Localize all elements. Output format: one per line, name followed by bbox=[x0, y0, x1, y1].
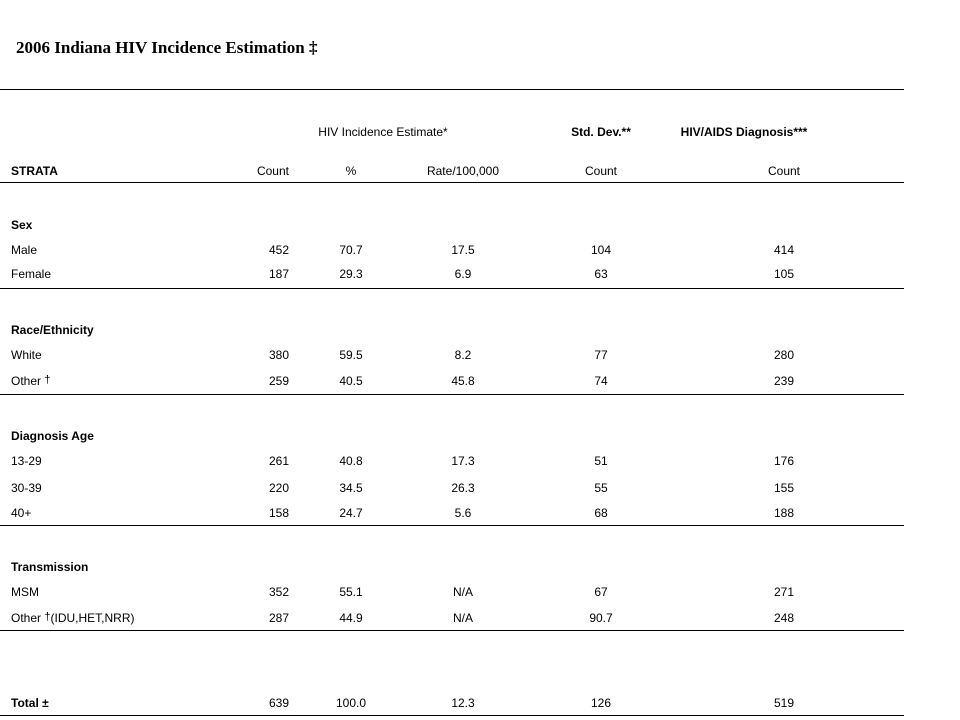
row-percent: 24.7 bbox=[339, 506, 363, 520]
row-label-suffix: (IDU,HET,NRR) bbox=[50, 611, 135, 625]
row-count: 259 bbox=[268, 374, 289, 388]
row-sd: 77 bbox=[594, 348, 608, 362]
row-label: MSM bbox=[11, 585, 39, 599]
table-top-rule bbox=[0, 89, 904, 90]
row-count: 220 bbox=[268, 481, 289, 495]
row-count: 158 bbox=[268, 506, 289, 520]
row-diagnosis: 248 bbox=[773, 611, 795, 625]
row-percent: 34.5 bbox=[339, 481, 363, 495]
row-rate: 8.2 bbox=[454, 348, 472, 362]
row-diagnosis: 271 bbox=[773, 585, 795, 599]
row-diagnosis: 414 bbox=[773, 243, 795, 257]
header-rate: Rate/100,000 bbox=[426, 164, 500, 178]
row-label-text: Other bbox=[11, 611, 45, 625]
row-count: 287 bbox=[268, 611, 289, 625]
section-label-race: Race/Ethnicity bbox=[11, 323, 94, 337]
row-diagnosis: 155 bbox=[773, 481, 795, 495]
row-rate: 45.8 bbox=[451, 374, 475, 388]
total-percent: 100.0 bbox=[335, 696, 367, 710]
row-diagnosis: 105 bbox=[773, 267, 795, 281]
header-percent: % bbox=[345, 164, 357, 178]
row-sd: 51 bbox=[594, 454, 608, 468]
row-label: 30-39 bbox=[11, 481, 42, 495]
row-label: 40+ bbox=[11, 506, 32, 520]
row-sd: 68 bbox=[594, 506, 608, 520]
row-count: 261 bbox=[268, 454, 289, 468]
row-count: 187 bbox=[268, 267, 289, 281]
section-divider bbox=[0, 394, 904, 395]
row-label: Female bbox=[11, 267, 52, 281]
total-label: Total ± bbox=[11, 696, 49, 710]
row-percent: 40.8 bbox=[339, 454, 363, 468]
row-diagnosis: 239 bbox=[773, 374, 795, 388]
header-bottom-rule bbox=[0, 182, 904, 183]
header-group-incidence: HIV Incidence Estimate* bbox=[318, 125, 448, 139]
total-sd: 126 bbox=[590, 696, 612, 710]
total-rate: 12.3 bbox=[451, 696, 475, 710]
row-diagnosis: 188 bbox=[773, 506, 795, 520]
row-sd: 55 bbox=[594, 481, 608, 495]
row-diagnosis: 176 bbox=[773, 454, 795, 468]
row-label bbox=[11, 374, 50, 388]
section-divider bbox=[0, 525, 904, 526]
row-percent: 59.5 bbox=[339, 348, 363, 362]
row-rate: 26.3 bbox=[451, 481, 475, 495]
row-rate: 6.9 bbox=[454, 267, 472, 281]
row-label: 13-29 bbox=[11, 454, 42, 468]
header-sd-count: Count bbox=[584, 164, 618, 178]
row-percent: 44.9 bbox=[339, 611, 363, 625]
row-count: 452 bbox=[268, 243, 289, 257]
row-rate: 17.3 bbox=[451, 454, 475, 468]
header-group-stddev: Std. Dev.** bbox=[571, 125, 631, 139]
section-label-sex: Sex bbox=[11, 218, 33, 232]
row-label bbox=[11, 611, 134, 625]
total-diagnosis: 519 bbox=[773, 696, 795, 710]
section-divider bbox=[0, 630, 904, 631]
table-bottom-rule bbox=[0, 715, 904, 716]
row-percent: 40.5 bbox=[339, 374, 363, 388]
row-label: Male bbox=[11, 243, 38, 257]
section-divider bbox=[0, 288, 904, 289]
row-sd: 90.7 bbox=[589, 611, 613, 625]
page-title: 2006 Indiana HIV Incidence Estimation ‡ bbox=[16, 38, 318, 57]
row-sd: 104 bbox=[590, 243, 612, 257]
dagger-footnote-mark: † bbox=[44, 374, 51, 386]
row-percent: 55.1 bbox=[339, 585, 363, 599]
row-sd: 63 bbox=[594, 267, 608, 281]
row-sd: 67 bbox=[594, 585, 608, 599]
row-sd: 74 bbox=[594, 374, 608, 388]
row-diagnosis: 280 bbox=[773, 348, 795, 362]
row-count: 352 bbox=[268, 585, 289, 599]
section-label-age: Diagnosis Age bbox=[11, 429, 94, 443]
section-label-transmission: Transmission bbox=[11, 560, 89, 574]
total-count: 639 bbox=[268, 696, 289, 710]
row-label: White bbox=[11, 348, 42, 362]
row-rate: 5.6 bbox=[454, 506, 472, 520]
row-count: 380 bbox=[268, 348, 289, 362]
header-diag-count: Count bbox=[767, 164, 801, 178]
row-rate: N/A bbox=[452, 585, 474, 599]
dagger-footnote-mark: † bbox=[44, 611, 51, 623]
row-percent: 70.7 bbox=[339, 243, 363, 257]
row-label-text: Other bbox=[11, 374, 45, 388]
row-percent: 29.3 bbox=[339, 267, 363, 281]
header-group-diagnosis: HIV/AIDS Diagnosis*** bbox=[680, 125, 808, 139]
row-rate: 17.5 bbox=[451, 243, 475, 257]
header-strata: STRATA bbox=[11, 164, 58, 178]
header-count: Count bbox=[256, 164, 289, 178]
row-rate: N/A bbox=[452, 611, 474, 625]
